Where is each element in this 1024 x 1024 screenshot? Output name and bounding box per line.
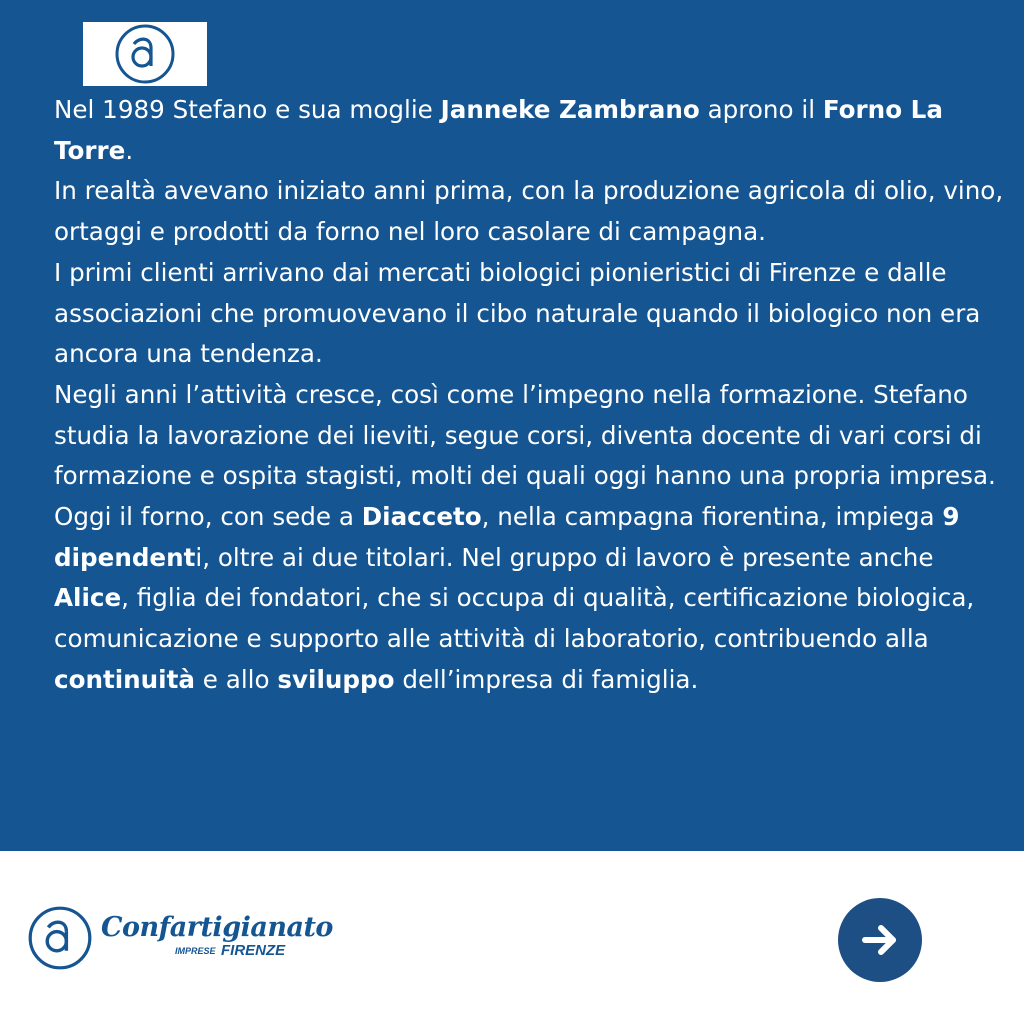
- text-run: Oggi il forno, con sede a: [54, 502, 362, 532]
- brand-name: Confartigianato: [101, 912, 333, 943]
- story-text: [54, 90, 1014, 701]
- founder-name: Janneke Zambrano: [440, 95, 700, 124]
- paragraph-clients: I primi clienti arrivano dai mercati biologici pionieristici di Firenze e dalle associazioni che promuovevano il cibo naturale quando il biologico non era ancora una tendenza.: [54, 257, 981, 369]
- confartigianato-logo: [27, 905, 333, 971]
- paragraph-founding: [54, 90, 1014, 171]
- employees-count: 9 dipendent: [54, 502, 960, 572]
- daughter-name: Alice: [54, 583, 122, 613]
- text-run: , figlia dei fondatori, che si occupa di qualità, certificazione biologica, comunicazione e supporto alle attività di laboratorio, contribuendo alla: [54, 583, 975, 654]
- text-run: , nella campagna fiorentina, impiega: [481, 502, 943, 532]
- next-slide-button[interactable]: [838, 898, 922, 982]
- arrow-right-icon: [858, 918, 902, 962]
- paragraph-origins: In realtà avevano iniziato anni prima, con la produzione agricola di olio, vino, ortaggi e prodotti da forno nel loro casolare di campagna.: [54, 176, 1004, 247]
- brand-city: FIRENZE: [221, 942, 286, 959]
- paragraph-today: [54, 497, 1014, 701]
- text-run: aprono il: [699, 95, 823, 124]
- text-run: i, oltre ai due titolari. Nel gruppo di lavoro è presente anche: [195, 542, 934, 572]
- highlight-continuity: continuità: [54, 664, 195, 694]
- top-logo: [83, 22, 207, 86]
- text-run: Nel 1989 Stefano e sua moglie: [54, 95, 441, 124]
- location-name: Diacceto: [361, 502, 482, 532]
- highlight-development: sviluppo: [277, 664, 395, 694]
- text-run: dell’impresa di famiglia.: [394, 664, 699, 694]
- text-run: .: [125, 135, 134, 165]
- paragraph-growth: Negli anni l’attività cresce, così come l’impegno nella formazione. Stefano studia la lavorazione dei lieviti, segue corsi, diventa docente di vari corsi di formazione e ospita stagisti, molti dei quali oggi hanno una propria impresa.: [54, 379, 996, 491]
- confartigianato-a-logo-icon: [114, 23, 176, 85]
- brand-wordmark: [101, 910, 333, 966]
- brand-imprese: IMPRESE: [175, 946, 216, 956]
- text-run: e allo: [194, 664, 278, 694]
- business-name: Forno La Torre: [54, 95, 943, 165]
- confartigianato-a-logo-icon: [27, 905, 93, 971]
